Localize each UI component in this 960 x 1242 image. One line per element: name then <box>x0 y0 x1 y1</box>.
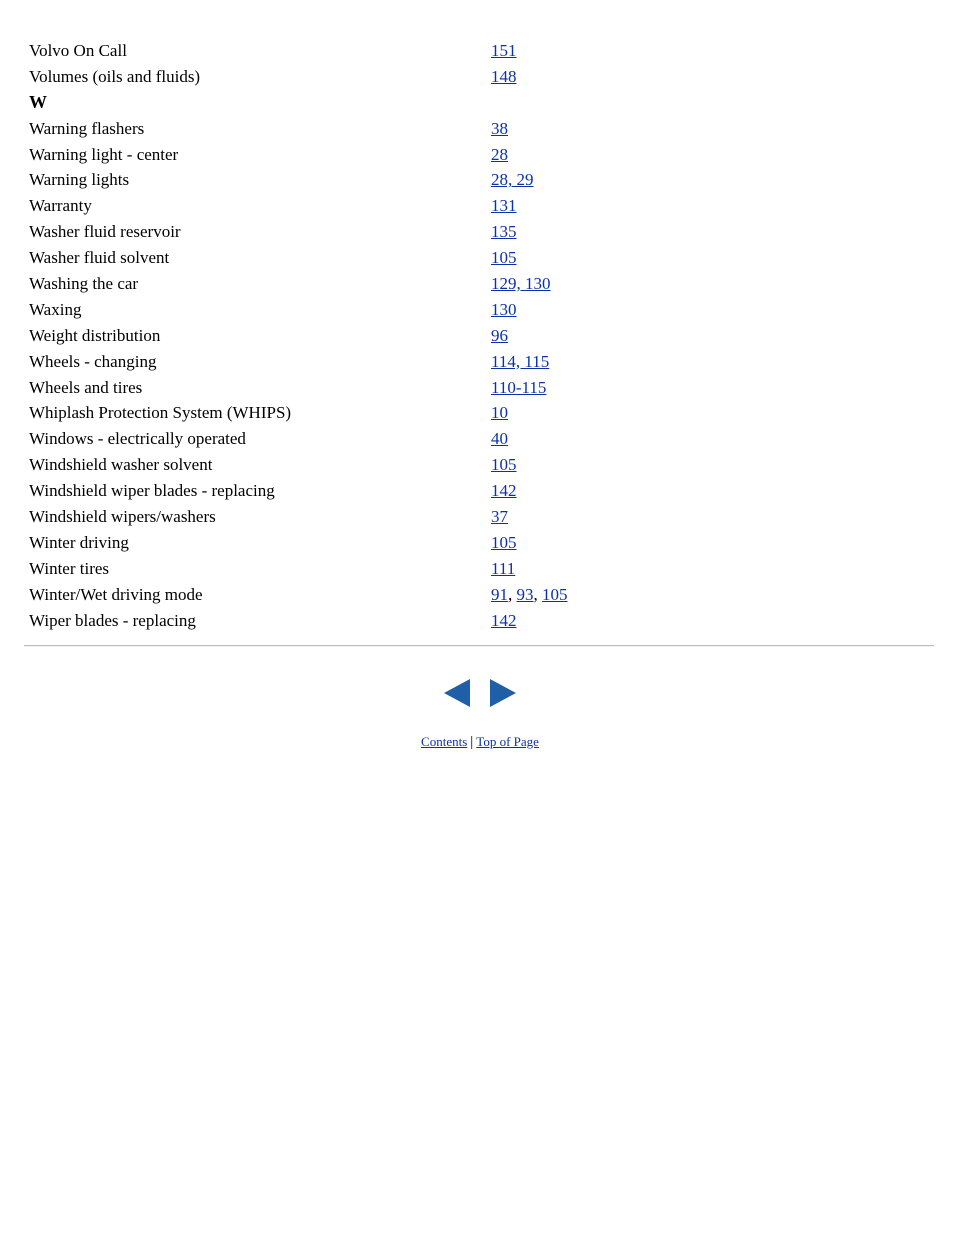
index-term: Warning lights <box>29 170 130 190</box>
index-term: Wiper blades - replacing <box>29 610 196 630</box>
index-term: Weight distribution <box>29 325 161 345</box>
index-entry <box>29 504 929 530</box>
page-references <box>491 478 517 504</box>
footer-separator: | <box>470 734 474 750</box>
index-entry <box>29 582 929 608</box>
index-term: Winter tires <box>29 558 110 578</box>
index-entry <box>29 193 929 219</box>
index-term: Warning flashers <box>29 118 145 138</box>
top-of-page-link[interactable]: Top of Page <box>476 734 539 749</box>
index-term: Waxing <box>29 299 82 319</box>
arrow-right-icon[interactable] <box>490 679 516 707</box>
index-list <box>29 38 929 633</box>
index-entry <box>29 452 929 478</box>
index-term: Volumes (oils and fluids) <box>29 66 201 86</box>
page-references <box>491 608 517 634</box>
index-term: Washer fluid reservoir <box>29 222 181 242</box>
index-term: Wheels - changing <box>29 351 157 371</box>
index-entry <box>29 349 929 375</box>
index-entry <box>29 608 929 634</box>
horizontal-divider <box>24 645 934 647</box>
index-term: Wheels and tires <box>29 377 143 397</box>
index-term: Warning light - center <box>29 144 179 164</box>
page-references <box>491 556 515 582</box>
contents-link[interactable]: Contents <box>421 734 468 749</box>
page-references <box>491 426 508 452</box>
index-entry <box>29 556 929 582</box>
index-entry <box>29 245 929 271</box>
page-references <box>491 297 517 323</box>
page-separator: , <box>533 584 542 604</box>
page-link[interactable]: 93 <box>516 584 534 604</box>
page-references <box>491 323 508 349</box>
page-references <box>491 582 568 608</box>
index-term: Washing the car <box>29 274 139 294</box>
page-link[interactable]: 37 <box>491 507 508 527</box>
index-entry <box>29 375 929 401</box>
page-references <box>491 504 508 530</box>
page-link[interactable]: 96 <box>491 325 508 345</box>
page-link[interactable]: 105 <box>491 248 517 268</box>
index-term: Washer fluid solvent <box>29 248 170 268</box>
page-references <box>491 219 517 245</box>
page-link[interactable]: 105 <box>491 532 517 552</box>
page-references <box>491 142 508 168</box>
index-letter-heading <box>29 90 929 116</box>
index-entry <box>29 38 929 64</box>
page-link[interactable]: 28 <box>491 144 508 164</box>
page-link[interactable]: 40 <box>491 429 508 449</box>
index-entry <box>29 297 929 323</box>
page-link[interactable]: 131 <box>491 196 517 216</box>
index-term: Winter/Wet driving mode <box>29 584 203 604</box>
page-link[interactable]: 142 <box>491 481 517 501</box>
index-term: Windows - electrically operated <box>29 429 246 449</box>
page-navigation <box>444 679 518 707</box>
page-link[interactable]: 38 <box>491 118 508 138</box>
page-link[interactable]: 110-115 <box>491 377 547 397</box>
page-references <box>491 245 517 271</box>
index-entry <box>29 64 929 90</box>
page-link[interactable]: 130 <box>491 299 517 319</box>
letter-heading: W <box>29 91 47 112</box>
page-link[interactable]: 129, 130 <box>491 274 551 294</box>
index-entry <box>29 400 929 426</box>
index-term: Winter driving <box>29 532 129 552</box>
index-entry <box>29 478 929 504</box>
index-entry <box>29 426 929 452</box>
index-entry <box>29 530 929 556</box>
page-link[interactable]: 148 <box>491 66 517 86</box>
page-references <box>491 400 508 426</box>
page-separator: , <box>508 584 517 604</box>
page-references <box>491 167 534 193</box>
page-references <box>491 193 517 219</box>
page-link[interactable]: 151 <box>491 41 517 60</box>
page-link[interactable]: 105 <box>491 455 517 475</box>
page-link[interactable]: 91 <box>491 584 508 604</box>
arrow-left-icon[interactable] <box>444 679 470 707</box>
page-references <box>491 349 549 375</box>
page-references <box>491 530 517 556</box>
page-link[interactable]: 135 <box>491 222 517 242</box>
index-term: Volvo On Call <box>29 41 127 60</box>
footer-links <box>0 733 960 751</box>
page-references <box>491 375 546 401</box>
index-entry <box>29 142 929 168</box>
index-entry <box>29 271 929 297</box>
page-references <box>491 38 517 64</box>
page-references <box>491 116 508 142</box>
index-term: Warranty <box>29 196 92 216</box>
index-entry <box>29 323 929 349</box>
page-references <box>491 452 517 478</box>
index-term: Whiplash Protection System (WHIPS) <box>29 403 292 423</box>
page-link[interactable]: 10 <box>491 403 508 423</box>
index-entry <box>29 116 929 142</box>
index-entry <box>29 167 929 193</box>
index-term: Windshield washer solvent <box>29 455 213 475</box>
page-link[interactable]: 105 <box>542 584 568 604</box>
page-link[interactable]: 111 <box>491 558 516 578</box>
index-entry <box>29 219 929 245</box>
page-references <box>491 271 551 297</box>
index-term: Windshield wiper blades - replacing <box>29 481 275 501</box>
page-link[interactable]: 28, 29 <box>491 170 534 190</box>
page-link[interactable]: 142 <box>491 610 517 630</box>
index-term: Windshield wipers/washers <box>29 507 216 527</box>
page-link[interactable]: 114, 115 <box>491 351 550 371</box>
page-references <box>491 64 517 90</box>
